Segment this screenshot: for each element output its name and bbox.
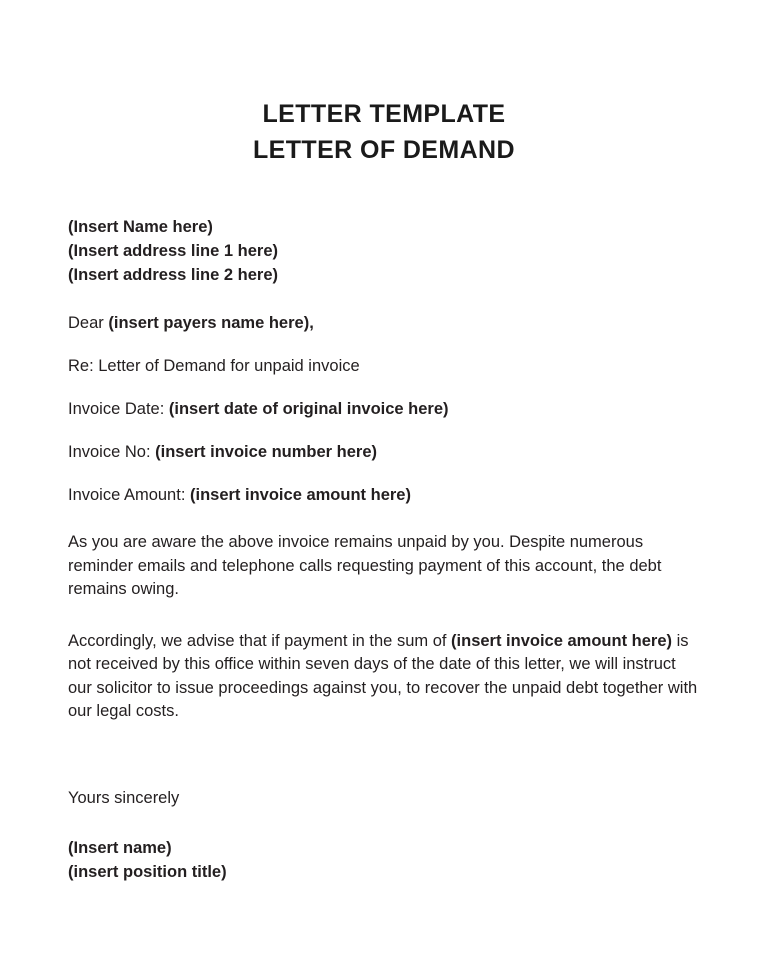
- invoice-date-value-placeholder: (insert date of original invoice here): [168, 400, 449, 418]
- document-title-block: [0, 0, 768, 168]
- invoice-number-line: [68, 440, 700, 464]
- letter-body: [68, 215, 700, 884]
- salutation-prefix: Dear: [68, 314, 109, 332]
- document-title-line-2: LETTER OF DEMAND: [253, 136, 515, 164]
- body-paragraph-second-part-1: Accordingly, we advise that if payment in the sum of: [68, 631, 452, 650]
- invoice-amount-label: Invoice Amount:: [68, 486, 190, 504]
- invoice-number-value-placeholder: (insert invoice number here): [155, 443, 378, 461]
- recipient-address-line-1-placeholder: (Insert address line 1 here): [68, 242, 278, 260]
- signature-block: [68, 836, 700, 884]
- body-paragraph-first: As you are aware the above invoice remains unpaid by you. Despite numerous reminder emails and telephone calls requesting payment of this account, the debt remains owing.: [68, 533, 662, 598]
- invoice-amount-line: [68, 483, 700, 507]
- invoice-amount-value-placeholder: (insert invoice amount here): [190, 486, 411, 504]
- subject-line: Re: Letter of Demand for unpaid invoice: [68, 357, 360, 375]
- invoice-number-label: Invoice No:: [68, 443, 156, 461]
- closing-salutation: Yours sincerely: [68, 788, 180, 807]
- signature-position-placeholder: (insert position title): [68, 862, 227, 881]
- recipient-address-block: [68, 215, 700, 287]
- signature-space: [68, 724, 700, 786]
- body-paragraph-second-amount-placeholder: (insert invoice amount here): [451, 631, 673, 650]
- recipient-name-placeholder: (Insert Name here): [68, 218, 213, 236]
- invoice-date-label: Invoice Date:: [68, 400, 169, 418]
- salutation-line: [68, 311, 700, 335]
- body-paragraph-second: [68, 630, 700, 724]
- recipient-address-line-2-placeholder: (Insert address line 2 here): [68, 266, 278, 284]
- invoice-date-line: [68, 397, 700, 421]
- salutation-name-placeholder: (insert payers name here),: [108, 314, 314, 332]
- signature-name-placeholder: (Insert name): [68, 838, 172, 857]
- body-paragraph-second-part-2: is not received by this office within seven days of the date of this letter, we will instruct our solicitor to issue proceedings against you, to recover the unpaid debt together with our legal costs.: [68, 631, 698, 720]
- document-title-line-1: LETTER TEMPLATE: [262, 100, 506, 128]
